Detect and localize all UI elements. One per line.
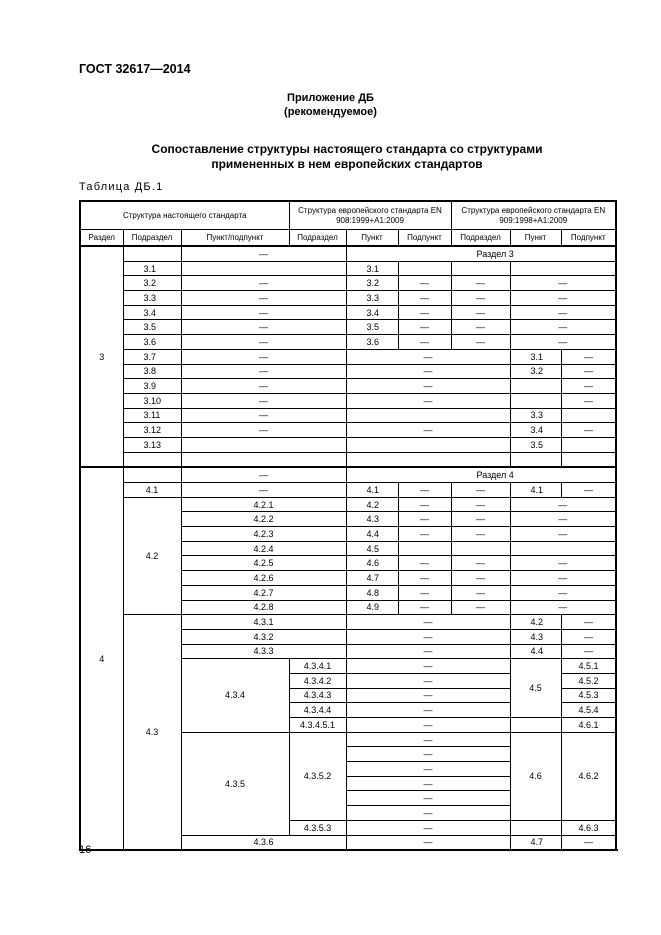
table-column-header-row	[80, 230, 616, 247]
table-cell: 4.5.3	[561, 688, 616, 703]
table-cell: 4.6.2	[561, 732, 616, 820]
table-cell: 4.1	[346, 483, 398, 498]
table-cell: 3.5	[123, 320, 181, 335]
table-cell: —	[561, 423, 616, 438]
table-cell: 3.6	[346, 335, 398, 350]
table-cell: 4.5.2	[561, 673, 616, 688]
table-cell: 4.6	[510, 732, 561, 820]
table-cell: —	[510, 600, 616, 615]
table-cell: 3.2	[510, 364, 561, 379]
table-cell	[451, 541, 510, 556]
group-header-current: Структура настоящего стандарта	[80, 201, 289, 230]
table-cell: —	[346, 688, 510, 703]
table-cell: —	[346, 364, 510, 379]
table-cell: 4.9	[346, 600, 398, 615]
table-cell: —	[398, 512, 451, 527]
table-cell: 3.1	[123, 261, 181, 276]
table-cell: 4.5.1	[561, 659, 616, 674]
table-cell: 4.3	[123, 615, 181, 851]
table-cell: Раздел 3	[346, 246, 616, 261]
document-header: ГОСТ 32617—2014	[79, 62, 191, 76]
table-cell: —	[346, 732, 510, 747]
table-cell	[398, 261, 451, 276]
table-cell: 4.3.4.3	[289, 688, 346, 703]
table-cell: 4.4	[510, 644, 561, 659]
table-cell: 4.3	[346, 512, 398, 527]
table-cell	[510, 393, 561, 408]
col-header: Раздел	[80, 230, 123, 247]
table-cell: —	[181, 349, 346, 364]
table-row	[80, 291, 616, 306]
table-cell	[561, 437, 616, 452]
table-cell: —	[510, 335, 616, 350]
table-cell: —	[181, 276, 346, 291]
table-cell	[181, 261, 346, 276]
col-header: Подпункт	[561, 230, 616, 247]
table-cell: 3.10	[123, 393, 181, 408]
table-cell: —	[561, 835, 616, 850]
table-cell: —	[561, 393, 616, 408]
table-cell: 3.1	[510, 349, 561, 364]
table-cell: —	[346, 806, 510, 821]
table-cell: —	[346, 673, 510, 688]
table-cell: —	[398, 585, 451, 600]
table-cell: —	[561, 644, 616, 659]
table-cell: —	[398, 600, 451, 615]
table-cell: —	[181, 483, 346, 498]
table-cell: 3.3	[510, 408, 561, 423]
table-cell: —	[510, 305, 616, 320]
table-cell: 4.6.3	[561, 820, 616, 835]
table-row	[80, 408, 616, 423]
table-cell: —	[346, 659, 510, 674]
table-cell: —	[181, 246, 346, 261]
table-cell: 4.1	[123, 483, 181, 498]
table-cell: —	[510, 320, 616, 335]
table-cell: Раздел 4	[346, 467, 616, 482]
table-cell: —	[398, 527, 451, 542]
table-cell: 3.3	[123, 291, 181, 306]
table-cell: —	[346, 703, 510, 718]
table-cell: 4.2	[123, 497, 181, 615]
table-cell: 4.4	[346, 527, 398, 542]
table-cell: 3.4	[123, 305, 181, 320]
table-row	[80, 246, 616, 261]
table-cell: —	[181, 467, 346, 482]
table-row	[80, 349, 616, 364]
table-cell: 3.7	[123, 349, 181, 364]
table-cell: —	[451, 571, 510, 586]
table-cell: 4.2.4	[181, 541, 346, 556]
table-cell: —	[510, 497, 616, 512]
appendix-subtitle: (рекомендуемое)	[284, 106, 377, 118]
table-cell: —	[451, 600, 510, 615]
table-cell: —	[346, 820, 510, 835]
table-cell: 3.4	[510, 423, 561, 438]
table-row	[80, 452, 616, 467]
table-cell: 4.3.4.1	[289, 659, 346, 674]
appendix-title: Приложение ДБ	[287, 92, 374, 104]
table-cell: —	[561, 379, 616, 394]
table-cell: 4.3.6	[181, 835, 346, 850]
table-cell: 4.5	[510, 659, 561, 718]
table-cell: 4.3	[510, 629, 561, 644]
table-cell	[510, 718, 561, 733]
table-cell: 3.6	[123, 335, 181, 350]
heading-line-1: Сопоставление структуры настоящего стандарта со структурами	[151, 142, 543, 156]
table-cell: —	[346, 629, 510, 644]
table-cell: —	[181, 320, 346, 335]
table-cell: —	[346, 791, 510, 806]
table-cell: —	[451, 335, 510, 350]
heading-line-2: примененных в нем европейских стандартов	[211, 157, 483, 171]
table-cell: 4.3.5.3	[289, 820, 346, 835]
table-cell: —	[451, 556, 510, 571]
table-cell: —	[346, 379, 510, 394]
table-cell: —	[346, 835, 510, 850]
col-header: Подпункт	[398, 230, 451, 247]
table-cell: —	[510, 527, 616, 542]
table-cell: —	[398, 556, 451, 571]
table-cell: —	[346, 747, 510, 762]
table-cell: 4.3.5	[181, 732, 289, 835]
table-cell: 4.3.4.5.1	[289, 718, 346, 733]
table-cell: 3.13	[123, 437, 181, 452]
table-cell: 3.8	[123, 364, 181, 379]
table-cell	[510, 452, 561, 467]
table-cell: 4.3.1	[181, 615, 346, 630]
table-cell: —	[398, 320, 451, 335]
table-cell: —	[181, 291, 346, 306]
table-cell: 4.2.7	[181, 585, 346, 600]
table-cell: —	[346, 393, 510, 408]
table-label: Таблица ДБ.1	[79, 181, 164, 193]
table-cell: —	[510, 512, 616, 527]
table-cell	[451, 261, 510, 276]
table-cell	[346, 408, 510, 423]
table-cell: —	[181, 423, 346, 438]
table-cell	[510, 820, 561, 835]
table-cell: —	[510, 585, 616, 600]
table-cell: —	[346, 776, 510, 791]
table-cell: —	[398, 497, 451, 512]
table-cell	[510, 261, 616, 276]
table-cell	[346, 437, 510, 452]
table-cell: 4.3.4	[181, 659, 289, 732]
table-cell: 3.4	[346, 305, 398, 320]
table-cell: —	[561, 615, 616, 630]
table-cell: 4.7	[346, 571, 398, 586]
table-cell	[346, 452, 510, 467]
table-cell: —	[561, 629, 616, 644]
table-cell: —	[346, 644, 510, 659]
col-header: Пункт/подпункт	[181, 230, 289, 247]
table-cell	[123, 467, 181, 482]
table-row	[80, 276, 616, 291]
group-header-en908: Структура европейского стандарта EN 908:1999+A1:2009	[289, 201, 451, 230]
table-cell: 3.5	[346, 320, 398, 335]
col-header: Подраздел	[451, 230, 510, 247]
table-cell: —	[398, 276, 451, 291]
table-row	[80, 320, 616, 335]
table-row	[80, 261, 616, 276]
table-cell: 3.12	[123, 423, 181, 438]
table-cell: 4.3.4.2	[289, 673, 346, 688]
table-cell: 4	[80, 467, 123, 850]
table-cell: 4.5.4	[561, 703, 616, 718]
table-cell: —	[181, 364, 346, 379]
table-cell	[510, 541, 616, 556]
table-cell: —	[510, 291, 616, 306]
table-cell: 4.2.5	[181, 556, 346, 571]
table-row	[80, 305, 616, 320]
table-cell: —	[510, 276, 616, 291]
table-group-header-row	[80, 201, 616, 230]
table-cell: —	[181, 379, 346, 394]
table-cell: —	[451, 512, 510, 527]
table-cell: —	[346, 615, 510, 630]
table-cell: 4.7	[510, 835, 561, 850]
table-cell: —	[398, 305, 451, 320]
table-cell: —	[181, 305, 346, 320]
table-cell: —	[451, 483, 510, 498]
table-cell: —	[181, 335, 346, 350]
table-cell: 3.3	[346, 291, 398, 306]
table-cell: —	[346, 423, 510, 438]
table-cell: 4.3.5.2	[289, 732, 346, 820]
table-cell: —	[510, 556, 616, 571]
table-cell: —	[451, 497, 510, 512]
table-cell: —	[346, 349, 510, 364]
table-cell: 4.2.2	[181, 512, 346, 527]
table-cell: —	[398, 483, 451, 498]
table-cell: 3.1	[346, 261, 398, 276]
table-cell: —	[451, 291, 510, 306]
table-row	[80, 423, 616, 438]
table-row	[80, 483, 616, 498]
table-cell: —	[451, 276, 510, 291]
table-cell: —	[398, 335, 451, 350]
table-cell: —	[451, 585, 510, 600]
table-cell: 4.2.1	[181, 497, 346, 512]
table-cell: 4.5	[346, 541, 398, 556]
table-cell: —	[181, 408, 346, 423]
table-cell: 4.8	[346, 585, 398, 600]
table-cell: 4.2.6	[181, 571, 346, 586]
table-cell	[181, 437, 346, 452]
table-cell: —	[510, 571, 616, 586]
table-cell	[123, 452, 181, 467]
table-row	[80, 335, 616, 350]
table-cell: —	[451, 320, 510, 335]
table-cell: 4.2.3	[181, 527, 346, 542]
table-cell: —	[398, 571, 451, 586]
table-cell: 4.3.2	[181, 629, 346, 644]
table-cell: 3.2	[123, 276, 181, 291]
col-header: Подраздел	[289, 230, 346, 247]
table-cell: 4.2	[510, 615, 561, 630]
table-cell: 4.3.4.4	[289, 703, 346, 718]
col-header: Пункт	[510, 230, 561, 247]
table-cell: 3.2	[346, 276, 398, 291]
table-cell: 4.2	[346, 497, 398, 512]
table-cell	[561, 408, 616, 423]
table-cell: 4.2.8	[181, 600, 346, 615]
table-cell	[398, 541, 451, 556]
table-cell: 3	[80, 246, 123, 467]
table-cell: 4.6.1	[561, 718, 616, 733]
comparison-table	[79, 200, 617, 851]
table-cell: 4.6	[346, 556, 398, 571]
table-cell: 3.9	[123, 379, 181, 394]
table-cell	[123, 246, 181, 261]
table-cell: 3.11	[123, 408, 181, 423]
table-cell	[181, 452, 346, 467]
table-row	[80, 393, 616, 408]
table-cell: —	[346, 762, 510, 777]
table-cell: —	[346, 718, 510, 733]
table-row	[80, 364, 616, 379]
table-row	[80, 497, 616, 512]
table-row	[80, 437, 616, 452]
table-cell: 4.1	[510, 483, 561, 498]
table-cell: —	[561, 349, 616, 364]
col-header: Пункт	[346, 230, 398, 247]
page-number: 16	[79, 844, 92, 856]
table-row	[80, 467, 616, 482]
table-cell: —	[181, 393, 346, 408]
table-cell: —	[561, 364, 616, 379]
table-cell: —	[451, 305, 510, 320]
group-header-en909: Структура европейского стандарта EN 909:1998+A1:2009	[451, 201, 616, 230]
table-cell: —	[451, 527, 510, 542]
col-header: Подраздел	[123, 230, 181, 247]
table-cell: 3.5	[510, 437, 561, 452]
table-cell: 4.3.3	[181, 644, 346, 659]
table-row	[80, 379, 616, 394]
table-cell: —	[398, 291, 451, 306]
table-cell: —	[561, 483, 616, 498]
table-row	[80, 615, 616, 630]
table-cell	[510, 379, 561, 394]
table-cell	[561, 452, 616, 467]
